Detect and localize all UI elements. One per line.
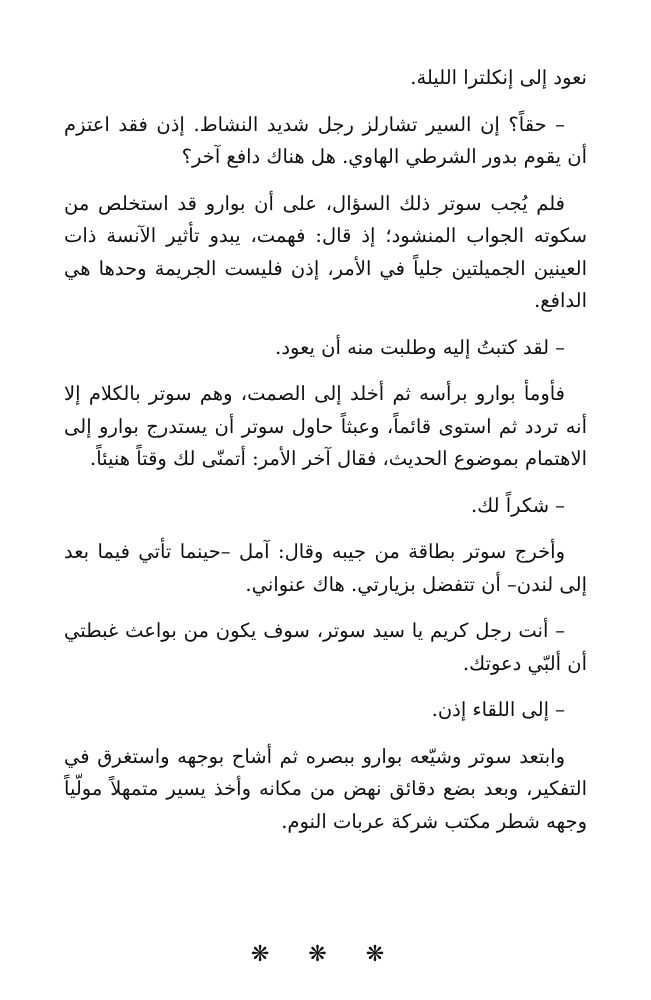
paragraph-1: نعود إلى إنكلترا الليلة. [410,66,587,89]
paragraph-10: وابتعد سوتر وشيّعه بوارو ببصره ثم أشاح بوجهه واستغرق في التفكير، وبعد بضع دقائق نهض من مكانه وأخذ يسير متمهلاً مولّياً وجهه شطر مكتب شركة عربات النوم. [64,744,587,833]
paragraph-3: فلم يُجب سوتر ذلك السؤال، على أن بوارو قد استخلص من سكوته الجواب المنشود؛ إذ قال: فهمت، يبدو تأثير الآنسة ذات العينين الجميلتين جلياً في الأمر، إذن فليست الجريمة وحدها هي الدافع. [64,191,587,312]
paragraph-9: – إلى اللقاء إذن. [431,698,565,721]
paragraph-8: – أنت رجل كريم يا سيد سوتر، سوف يكون من بواعث غبطتي أن ألبّي دعوتك. [64,619,587,675]
section-break-ornament: ❋ ❋ ❋ [250,942,401,967]
paragraph-4: – لقد كتبتُ إليه وطلبت منه أن يعود. [275,335,565,359]
paragraph-2: – حقاً؟ إن السير تشارلز رجل شديد النشاط. إذن فقد اعتزم أن يقوم بدور الشرطي الهاوي. هل هناك دافع آخر؟ [64,112,587,168]
book-page-text [64,62,587,852]
paragraph-7: وأخرج سوتر بطاقة من جيبه وقال: آمل –حينما تأتي فيما بعد إلى لندن– أن تتفضل بزيارتي. هاك عنواني. [64,540,587,596]
paragraph-6: – شكراً لك. [470,493,565,517]
paragraph-5: فأومأ بوارو برأسه ثم أخلد إلى الصمت، وهم سوتر بالكلام إلا أنه تردد ثم استوى قائماً، وعبثاً حاول سوتر أن يستدرج بوارو إلى الاهتمام بموضوع الحديث، فقال آخر الأمر: أتمنّى لك وقتاً هنيئاً. [64,382,587,470]
